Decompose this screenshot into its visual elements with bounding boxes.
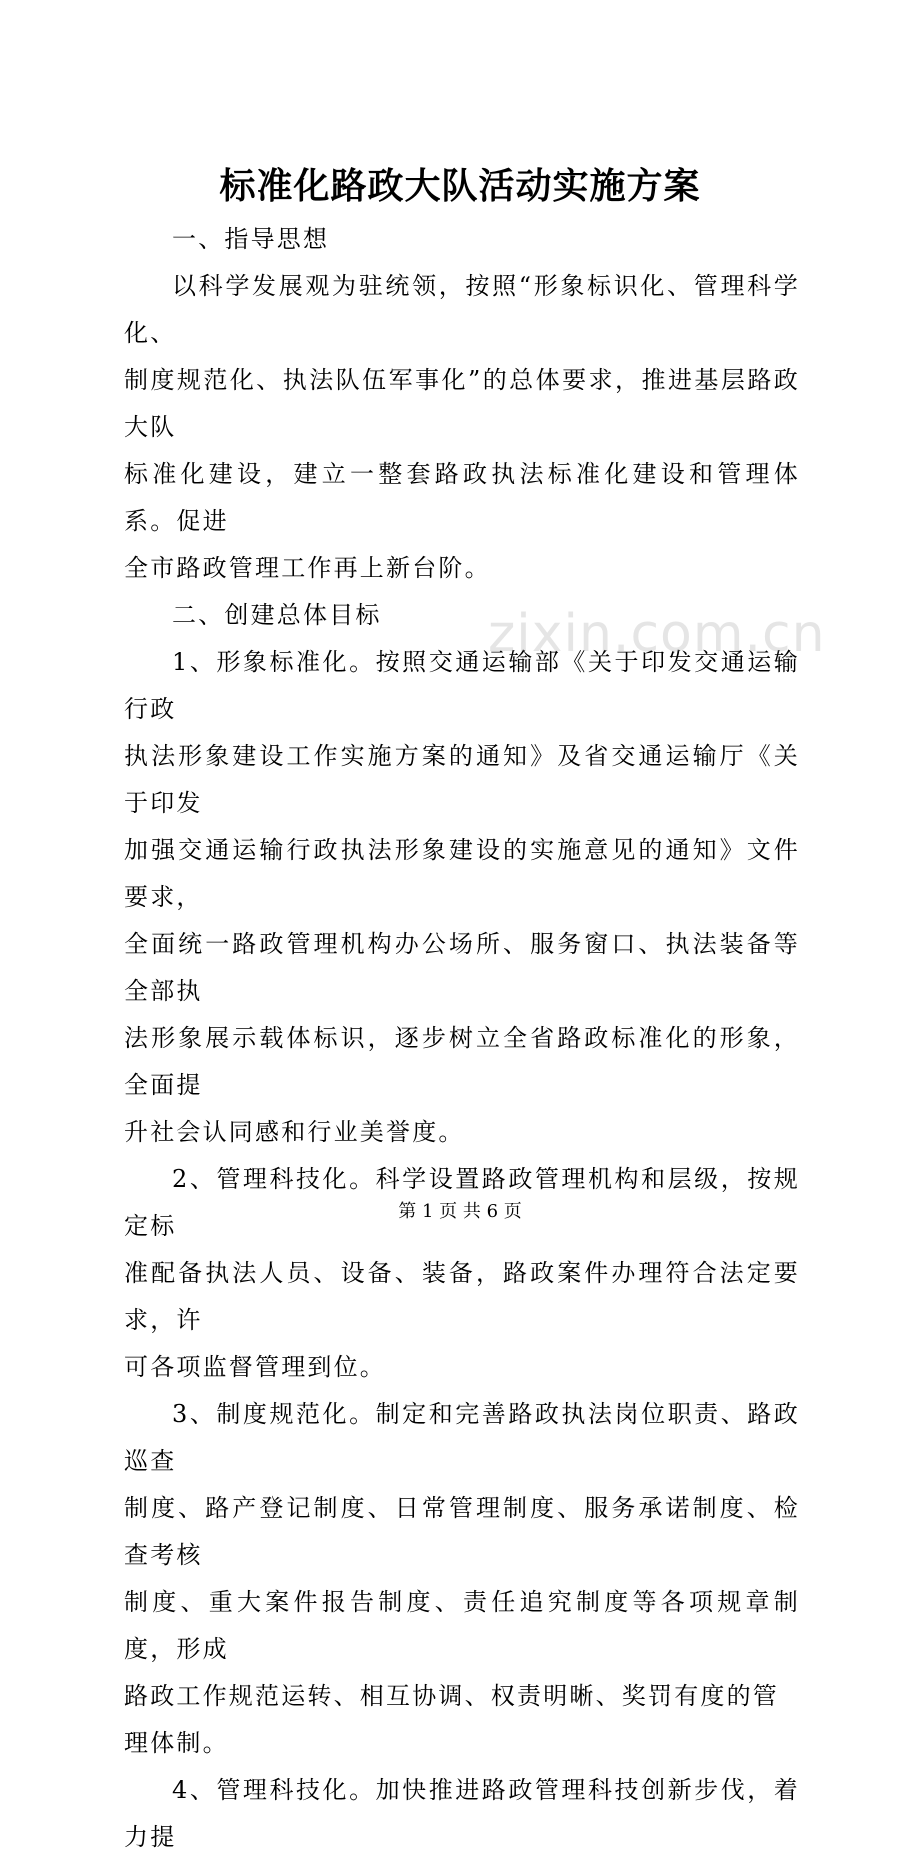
- paragraph-line: 全市路政管理工作再上新台阶。: [124, 554, 491, 582]
- paragraph-line: 制度、路产登记制度、日常管理制度、服务承诺制度、检查考核: [124, 1494, 800, 1569]
- paragraph-line: 准配备执法人员、设备、装备，路政案件办理符合法定要求，许: [124, 1259, 800, 1334]
- document-body: [124, 216, 826, 1861]
- section-heading-overall-goals: 二、创建总体目标: [172, 601, 382, 629]
- paragraph-system-standardization: [124, 1391, 800, 1767]
- paragraph-line: 可各项监督管理到位。: [124, 1353, 386, 1381]
- paragraph-line: 标准化建设，建立一整套路政执法标准化建设和管理体系。促进: [124, 460, 800, 535]
- paragraph-line: 2、管理科技化。科学设置路政管理机构和层级，按规定标: [124, 1165, 800, 1240]
- paragraph-line: 法形象展示载体标识，逐步树立全省路政标准化的形象，全面提: [124, 1024, 800, 1099]
- paragraph-line: 以科学发展观为驻统领，按照“形象标识化、管理科学化、: [124, 272, 800, 347]
- paragraph-image-standardization: [124, 639, 800, 1156]
- watermark-text: zixin.com.cn: [488, 604, 826, 664]
- paragraph-line: 1、形象标准化。按照交通运输部《关于印发交通运输行政: [124, 648, 800, 723]
- page-footer: 第 1 页 共 6 页: [398, 1201, 522, 1222]
- paragraph-line: 加强交通运输行政执法形象建设的实施意见的通知》文件要求，: [124, 836, 800, 911]
- paragraph-line: 路政工作规范运转、相互协调、权责明晰、奖罚有度的管理体制。: [124, 1682, 779, 1757]
- paragraph-line: 执法形象建设工作实施方案的通知》及省交通运输厅《关于印发: [124, 742, 800, 817]
- paragraph-line: 3、制度规范化。制定和完善路政执法岗位职责、路政巡查: [124, 1400, 800, 1475]
- document-title: 标准化路政大队活动实施方案: [219, 165, 701, 207]
- paragraph-management-technology-2: [124, 1767, 800, 1861]
- section-heading-guiding-ideology: 一、指导思想: [172, 225, 330, 253]
- paragraph-line: 制度规范化、执法队伍军事化”的总体要求，推进基层路政大队: [124, 366, 800, 441]
- paragraph-guiding-ideology: [124, 263, 800, 592]
- paragraph-line: 升社会认同感和行业美誉度。: [124, 1118, 465, 1146]
- paragraph-line: 制度、重大案件报告制度、责任追究制度等各项规章制度，形成: [124, 1588, 800, 1663]
- paragraph-line: 4、管理科技化。加快推进路政管理科技创新步伐，着力提: [124, 1776, 800, 1851]
- paragraph-line: 全面统一路政管理机构办公场所、服务窗口、执法装备等全部执: [124, 930, 800, 1005]
- paragraph-management-technology: [124, 1156, 800, 1391]
